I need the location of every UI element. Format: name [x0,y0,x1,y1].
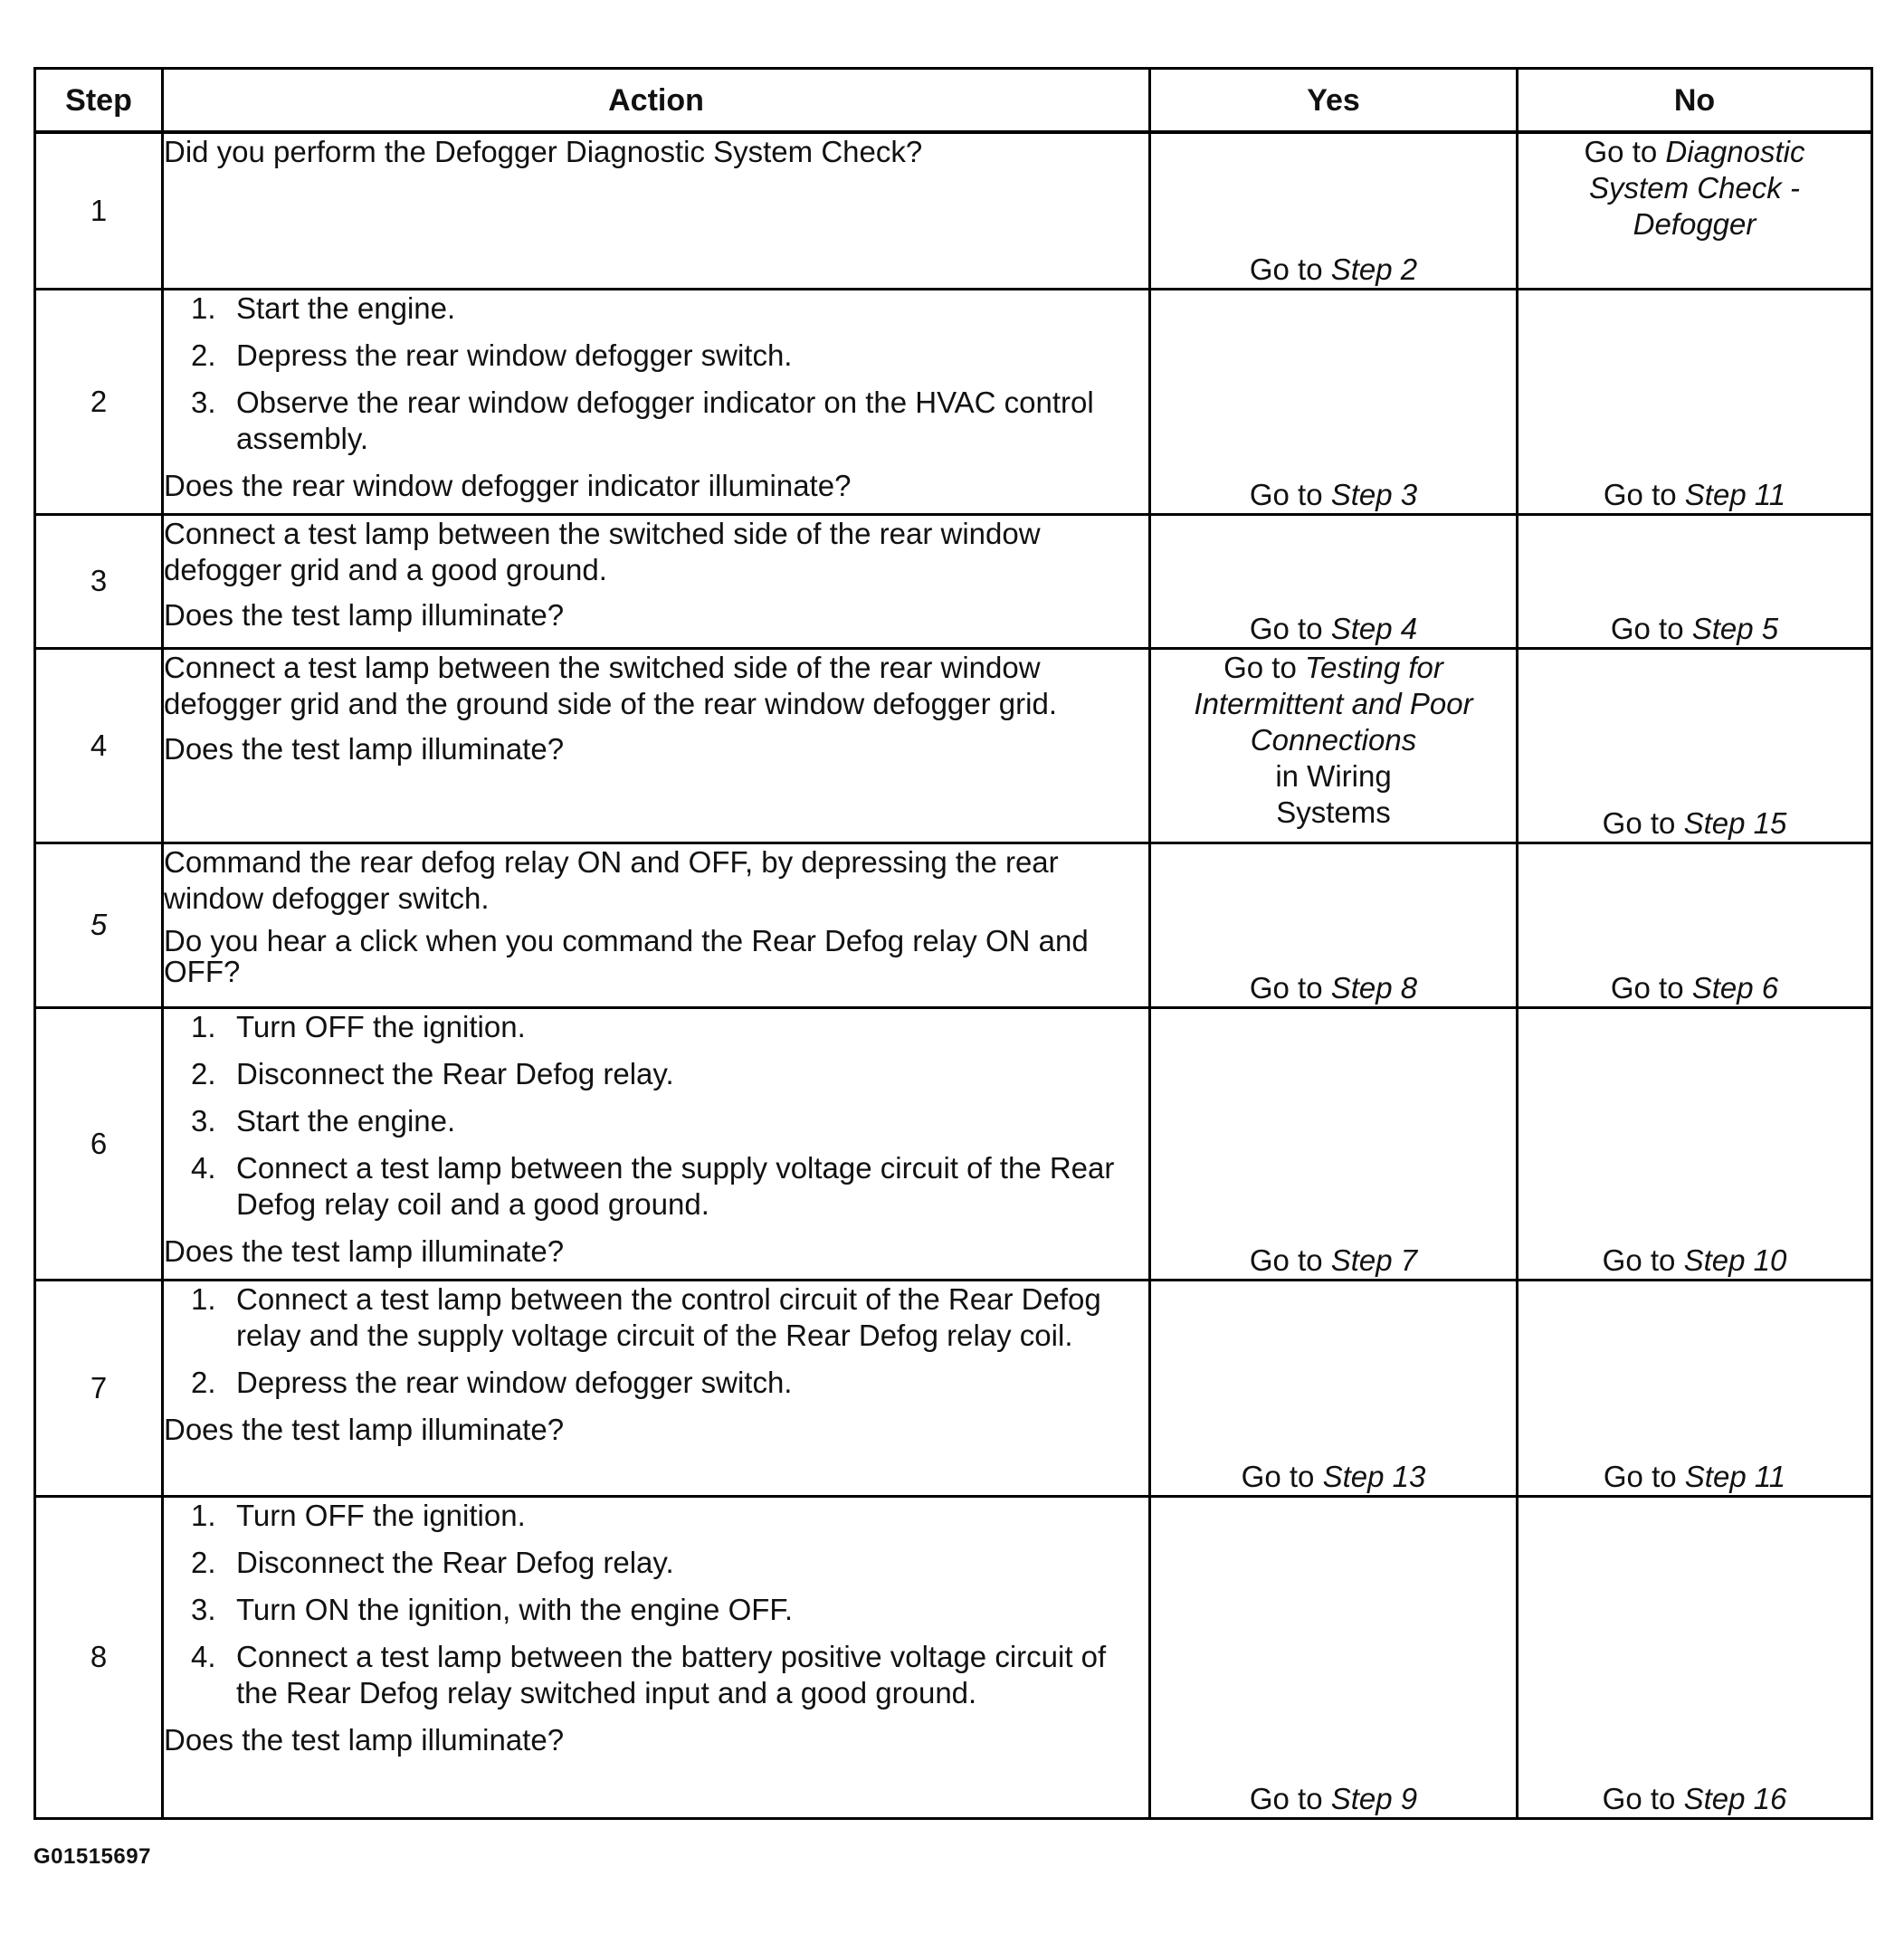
no-link[interactable]: Step 10 [1683,1243,1787,1277]
item-text: Connect a test lamp between the battery positive voltage circuit of the Rear Defog relay switched input and a good ground. [236,1639,1107,1709]
header-step: Step [35,69,163,133]
no-prefix: Go to [1603,477,1677,511]
table-row [35,514,1872,648]
no-prefix: Go to [1610,611,1684,645]
item-text: Depress the rear window defogger switch. [236,1365,793,1399]
item-text: Turn ON the ignition, with the engine OFF. [236,1592,794,1626]
list-item [164,385,1148,457]
yes-prefix: Go to [1241,1459,1315,1493]
item-number: 1. [191,1009,216,1043]
yes-cell [1150,648,1518,843]
step-number: 1 [35,132,163,289]
list-item [164,1365,1148,1401]
no-link[interactable]: Diagnostic System Check - Defogger [1589,135,1805,241]
yes-prefix: Go to [1223,650,1297,684]
item-text: Turn OFF the ignition. [236,1009,526,1043]
no-prefix: Go to [1602,1243,1676,1277]
action-cell [163,843,1150,1007]
step-number: 8 [35,1496,163,1818]
action-cell [163,1007,1150,1280]
header-no: No [1518,69,1872,133]
list-item [164,1103,1148,1139]
step-number: 4 [35,648,163,843]
action-question: Does the test lamp illuminate? [164,1412,565,1446]
list-item [164,338,1148,374]
no-link[interactable]: Step 5 [1691,611,1779,645]
table-row [35,1007,1872,1280]
yes-link[interactable]: Step 7 [1330,1243,1418,1277]
item-text: Disconnect the Rear Defog relay. [236,1545,674,1579]
item-text: Disconnect the Rear Defog relay. [236,1056,674,1090]
yes-prefix: Go to [1249,477,1323,511]
item-text: Start the engine. [236,290,456,325]
action-question: Does the test lamp illuminate? [164,731,565,766]
item-number: 4. [191,1639,216,1673]
item-number: 2. [191,338,216,372]
step-number: 5 [35,843,163,1007]
no-prefix: Go to [1584,135,1658,168]
item-number: 3. [191,385,216,419]
yes-link[interactable]: Step 2 [1330,252,1418,286]
diagnostic-table [33,67,1873,1820]
step-number: 7 [35,1280,163,1496]
header-row [35,69,1872,133]
action-cell [163,648,1150,843]
yes-cell [1150,1496,1518,1818]
action-list [164,1498,1148,1711]
item-text: Observe the rear window defogger indicator on the HVAC control assembly. [236,385,1094,455]
list-item [164,1150,1148,1223]
item-text: Start the engine. [236,1103,456,1138]
yes-prefix: Go to [1249,1243,1323,1277]
item-number: 3. [191,1592,216,1626]
no-prefix: Go to [1603,1459,1677,1493]
no-link[interactable]: Step 11 [1684,477,1786,511]
action-question: Did you perform the Defogger Diagnostic System Check? [164,135,923,168]
yes-cell [1150,843,1518,1007]
action-cell [163,132,1150,289]
no-link[interactable]: Step 6 [1691,970,1779,1005]
yes-link[interactable]: Step 8 [1330,970,1418,1005]
action-cell [163,514,1150,648]
yes-cell [1150,289,1518,514]
table-row [35,843,1872,1007]
list-item [164,1639,1148,1711]
item-number: 2. [191,1545,216,1579]
table-row [35,289,1872,514]
yes-suffix: in Wiring Systems [1275,758,1392,829]
action-intro: Connect a test lamp between the switched side of the rear window defogger grid and a good ground. [164,516,1041,586]
action-list [164,290,1148,457]
no-prefix: Go to [1610,970,1684,1005]
item-number: 1. [191,290,216,325]
action-question: Does the test lamp illuminate? [164,597,565,632]
item-text: Connect a test lamp between the control circuit of the Rear Defog relay and the supply voltage circuit of the Rear Defog relay coil. [236,1281,1101,1352]
no-prefix: Go to [1602,1781,1676,1815]
no-link[interactable]: Step 16 [1683,1781,1787,1815]
yes-link[interactable]: Step 4 [1330,611,1418,645]
header-action: Action [163,69,1150,133]
action-question: Do you hear a click when you command the Rear Defog relay ON and OFF? [164,923,1089,988]
action-question: Does the test lamp illuminate? [164,1722,565,1757]
list-item [164,1545,1148,1581]
yes-prefix: Go to [1249,611,1323,645]
table-row [35,1496,1872,1818]
list-item [164,290,1148,327]
no-cell [1518,132,1872,289]
list-item [164,1056,1148,1092]
step-number: 2 [35,289,163,514]
no-prefix: Go to [1602,805,1676,840]
item-text: Connect a test lamp between the supply voltage circuit of the Rear Defog relay coil and a good ground. [236,1150,1115,1221]
yes-cell [1150,132,1518,289]
step-number: 6 [35,1007,163,1280]
table-row [35,132,1872,289]
list-item [164,1498,1148,1534]
yes-link[interactable]: Testing for Intermittent and Poor Connections [1194,650,1473,757]
action-cell [163,1280,1150,1496]
action-list [164,1281,1148,1401]
no-cell [1518,289,1872,514]
action-cell [163,1496,1150,1818]
action-question: Does the rear window defogger indicator illuminate? [164,468,852,502]
no-cell [1518,1496,1872,1818]
list-item [164,1592,1148,1628]
yes-link[interactable]: Step 9 [1330,1781,1418,1815]
yes-link[interactable]: Step 13 [1322,1459,1426,1493]
item-number: 1. [191,1498,216,1532]
item-number: 2. [191,1056,216,1090]
no-cell [1518,843,1872,1007]
action-intro: Command the rear defog relay ON and OFF, by depressing the rear window defogger switch. [164,844,1059,915]
step-number: 3 [35,514,163,648]
no-cell [1518,1280,1872,1496]
no-cell [1518,514,1872,648]
figure-id: G01515697 [33,1844,151,1869]
item-text: Turn OFF the ignition. [236,1498,526,1532]
table-row [35,1280,1872,1496]
yes-cell [1150,1280,1518,1496]
yes-link[interactable]: Step 3 [1330,477,1418,511]
action-question: Does the test lamp illuminate? [164,1233,565,1268]
item-text: Depress the rear window defogger switch. [236,338,793,372]
yes-prefix: Go to [1249,970,1323,1005]
yes-prefix: Go to [1249,1781,1323,1815]
yes-prefix: Go to [1249,252,1323,286]
no-link[interactable]: Step 15 [1683,805,1787,840]
no-cell [1518,1007,1872,1280]
item-number: 1. [191,1281,216,1316]
action-intro: Connect a test lamp between the switched side of the rear window defogger grid and the ground side of the rear window defogger grid. [164,650,1057,720]
action-list [164,1009,1148,1223]
header-yes: Yes [1150,69,1518,133]
item-number: 2. [191,1365,216,1399]
list-item [164,1009,1148,1045]
action-cell [163,289,1150,514]
no-cell [1518,648,1872,843]
yes-cell [1150,1007,1518,1280]
item-number: 4. [191,1150,216,1185]
table-row [35,648,1872,843]
yes-cell [1150,514,1518,648]
item-number: 3. [191,1103,216,1138]
no-link[interactable]: Step 11 [1684,1459,1786,1493]
list-item [164,1281,1148,1354]
